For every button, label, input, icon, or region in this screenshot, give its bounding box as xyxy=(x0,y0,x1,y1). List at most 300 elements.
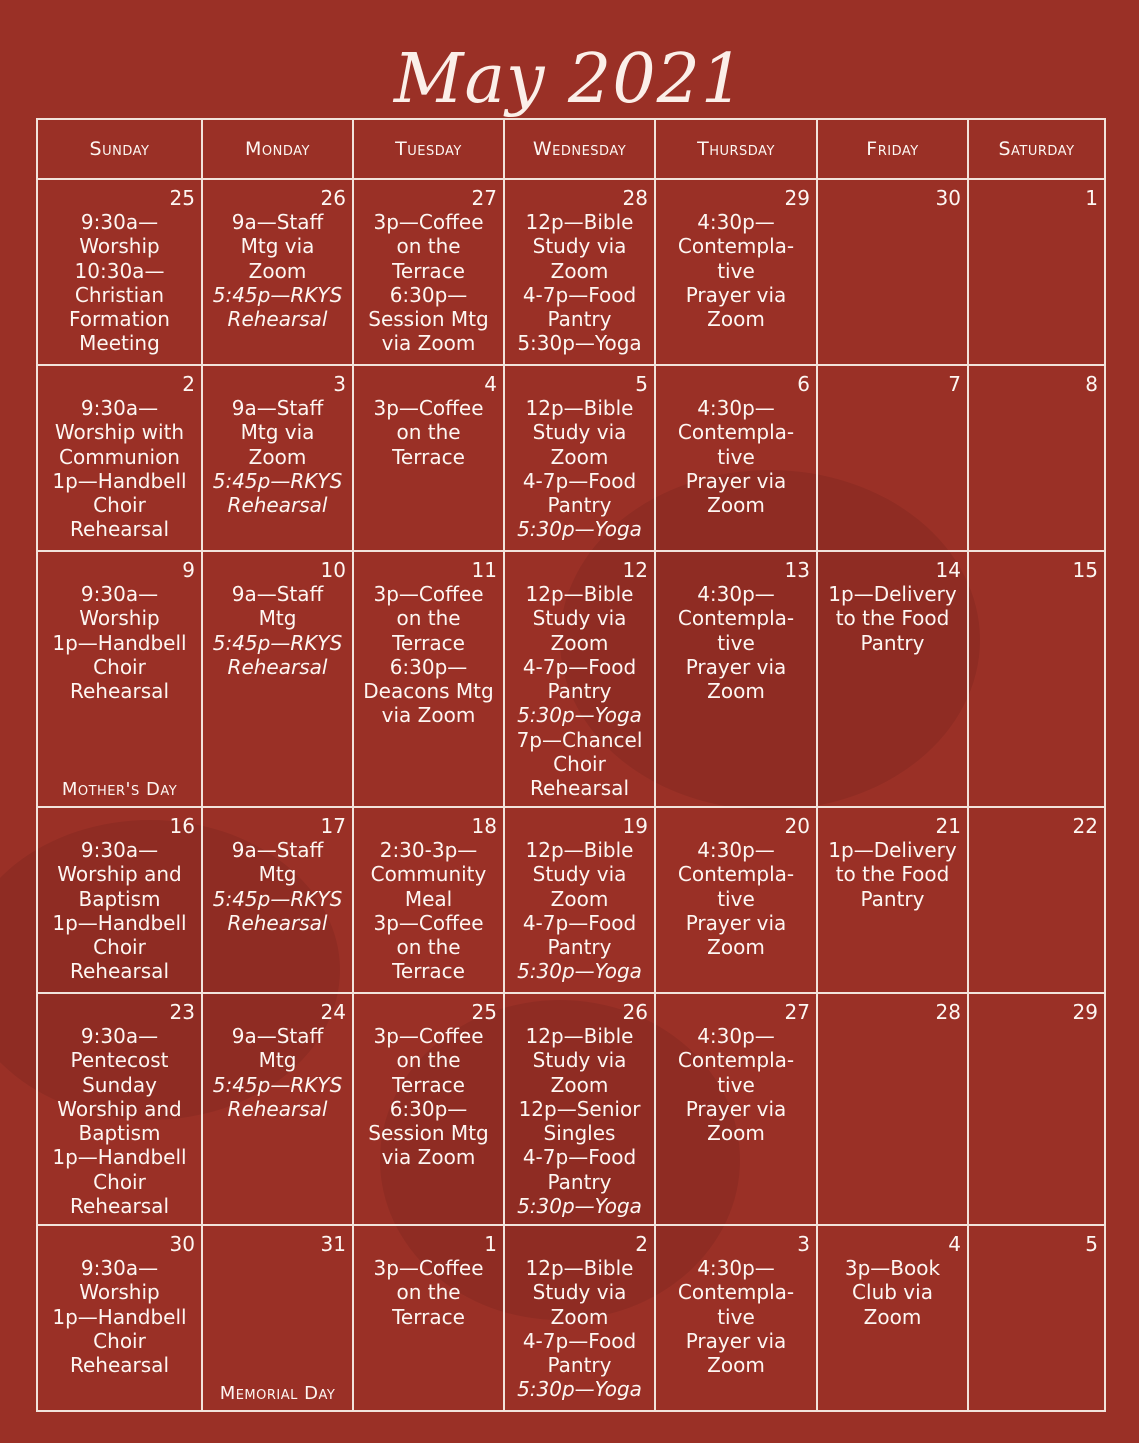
day-number: 13 xyxy=(784,558,810,582)
calendar-day-cell xyxy=(655,1225,817,1411)
event-line: Study via xyxy=(532,1048,627,1073)
weekday-header-row xyxy=(37,119,1105,179)
holiday-label: Mother's Day xyxy=(61,779,178,800)
event-line: 1p—Handbell xyxy=(52,630,187,655)
event-line: 5:30p—Yoga xyxy=(517,331,642,356)
event-line: Zoom xyxy=(707,935,765,960)
calendar-day-cell xyxy=(968,1225,1105,1411)
event-line: Rehearsal xyxy=(227,1096,328,1121)
event-line: Prayer via xyxy=(685,1328,787,1353)
day-number: 27 xyxy=(784,1000,810,1024)
weekday-header-friday: Friday xyxy=(817,119,968,179)
event-line: 12p—Bible xyxy=(525,838,634,862)
event-line: 5:45p—RKYS xyxy=(212,468,343,493)
event-line: 4:30p— xyxy=(697,210,775,234)
event-line: Pantry xyxy=(547,493,612,518)
day-number: 6 xyxy=(797,372,810,396)
event-line: 4-7p—Food xyxy=(522,1145,637,1170)
day-events xyxy=(656,210,816,331)
event-line: Choir xyxy=(93,654,146,679)
event-line: 12p—Bible xyxy=(525,582,634,606)
event-line: via Zoom xyxy=(381,703,476,728)
event-line: Rehearsal xyxy=(227,654,328,679)
event-line: 10:30a— xyxy=(74,258,165,283)
day-events xyxy=(354,1256,503,1329)
day-number: 26 xyxy=(622,1000,648,1024)
day-events xyxy=(354,1024,503,1170)
day-events xyxy=(656,582,816,703)
day-number: 18 xyxy=(471,814,497,838)
calendar-day-cell xyxy=(37,365,202,551)
calendar-day-cell xyxy=(37,807,202,993)
event-line: Singles xyxy=(543,1121,616,1146)
calendar-day-cell xyxy=(504,993,655,1225)
day-events xyxy=(656,838,816,959)
day-number: 3 xyxy=(333,372,346,396)
event-line: 12p—Bible xyxy=(525,396,634,420)
event-line: 4:30p— xyxy=(697,838,775,862)
day-number: 27 xyxy=(471,186,497,210)
event-line: Study via xyxy=(532,234,627,259)
event-line: Baptism xyxy=(78,1121,161,1146)
event-line: Pantry xyxy=(547,1353,612,1378)
day-number: 29 xyxy=(784,186,810,210)
day-number: 9 xyxy=(182,558,195,582)
calendar-day-cell xyxy=(37,551,202,807)
event-line: Pantry xyxy=(547,935,612,960)
calendar-day-cell xyxy=(968,807,1105,993)
event-line: Study via xyxy=(532,862,627,887)
day-events xyxy=(354,582,503,728)
event-line: Club via xyxy=(852,1280,933,1305)
event-line: Prayer via xyxy=(685,910,787,935)
event-line: Zoom xyxy=(550,1304,609,1329)
day-events xyxy=(818,838,967,911)
calendar-day-cell xyxy=(655,993,817,1225)
day-number: 16 xyxy=(169,814,195,838)
day-events xyxy=(38,838,201,984)
event-line: on the xyxy=(396,234,461,259)
day-events xyxy=(656,1024,816,1145)
day-number: 17 xyxy=(320,814,346,838)
event-line: Rehearsal xyxy=(70,1194,169,1219)
event-line: Pantry xyxy=(860,630,925,655)
weekday-header-monday: Monday xyxy=(202,119,353,179)
event-line: via Zoom xyxy=(381,331,476,356)
day-number: 3 xyxy=(797,1232,810,1256)
event-line: Zoom xyxy=(550,1072,609,1097)
event-line: 1p—Handbell xyxy=(52,468,187,493)
day-number: 15 xyxy=(1072,558,1098,582)
calendar-day-cell xyxy=(353,179,504,365)
event-line: Prayer via xyxy=(685,468,787,493)
day-events xyxy=(656,396,816,517)
event-line: 5:45p—RKYS xyxy=(212,282,343,307)
event-line: Choir xyxy=(93,1328,146,1353)
event-line: Contempla- xyxy=(677,862,795,887)
calendar-day-cell xyxy=(968,179,1105,365)
calendar-day-cell xyxy=(353,807,504,993)
calendar-day-cell xyxy=(817,551,968,807)
event-line: 9:30a— xyxy=(80,210,159,234)
event-line: 6:30p— xyxy=(389,1096,468,1121)
calendar-day-cell xyxy=(817,1225,968,1411)
calendar-week-row xyxy=(37,365,1105,551)
calendar-day-cell xyxy=(968,551,1105,807)
day-events xyxy=(505,396,654,542)
calendar-day-cell xyxy=(655,551,817,807)
event-line: Mtg xyxy=(258,1048,297,1073)
event-line: Community xyxy=(370,862,487,887)
calendar-week-row xyxy=(37,807,1105,993)
event-line: Zoom xyxy=(550,630,609,655)
day-number: 4 xyxy=(484,372,497,396)
event-line: Zoom xyxy=(707,1353,765,1378)
event-line: 9:30a— xyxy=(80,582,159,606)
event-line: Deacons Mtg xyxy=(363,679,494,704)
calendar-day-cell xyxy=(968,993,1105,1225)
day-events xyxy=(38,210,201,356)
calendar-day-cell xyxy=(353,1225,504,1411)
event-line: Rehearsal xyxy=(70,517,169,542)
event-line: 1p—Delivery xyxy=(828,838,957,862)
event-line: on the xyxy=(396,935,461,960)
day-events xyxy=(203,396,352,517)
event-line: Prayer via xyxy=(685,654,787,679)
event-line: Worship xyxy=(79,606,160,631)
event-line: Terrace xyxy=(392,1072,465,1097)
calendar-day-cell xyxy=(504,807,655,993)
event-line: 6:30p— xyxy=(389,282,468,307)
event-line: Study via xyxy=(532,1280,627,1305)
calendar-day-cell xyxy=(504,551,655,807)
event-line: 9a—Staff xyxy=(231,838,324,862)
event-line: Session Mtg xyxy=(368,1121,489,1146)
event-line: 9:30a— xyxy=(80,396,159,420)
calendar-day-cell xyxy=(504,365,655,551)
event-line: Worship xyxy=(79,234,160,259)
calendar-day-cell xyxy=(202,807,353,993)
day-number: 7 xyxy=(948,372,961,396)
event-line: Meal xyxy=(404,886,453,911)
event-line: Terrace xyxy=(392,1304,465,1329)
event-line: Zoom xyxy=(863,1304,922,1329)
event-line: Formation xyxy=(69,307,170,332)
calendar-grid xyxy=(36,118,1106,1412)
event-line: Sunday xyxy=(82,1072,157,1097)
event-line: on the xyxy=(396,606,461,631)
day-events xyxy=(354,210,503,356)
day-number: 28 xyxy=(935,1000,961,1024)
event-line: on the xyxy=(396,420,461,445)
event-line: 7p—Chancel xyxy=(516,727,643,752)
calendar-day-cell xyxy=(202,179,353,365)
event-line: Pentecost xyxy=(70,1048,169,1073)
event-line: on the xyxy=(396,1280,461,1305)
event-line: Worship and xyxy=(57,1096,182,1121)
event-line: Worship and xyxy=(57,862,182,887)
day-number: 5 xyxy=(635,372,648,396)
calendar-day-cell xyxy=(655,807,817,993)
event-line: Rehearsal xyxy=(227,910,328,935)
day-number: 21 xyxy=(935,814,961,838)
day-events xyxy=(38,582,201,703)
day-number: 24 xyxy=(320,1000,346,1024)
event-line: Pantry xyxy=(547,1169,612,1194)
calendar-day-cell xyxy=(817,807,968,993)
day-number: 12 xyxy=(622,558,648,582)
event-line: 3p—Coffee xyxy=(373,582,484,606)
event-line: Zoom xyxy=(550,444,609,469)
event-line: Zoom xyxy=(248,258,307,283)
event-line: tive xyxy=(717,630,755,655)
day-number: 26 xyxy=(320,186,346,210)
day-events xyxy=(354,838,503,984)
event-line: 9a—Staff xyxy=(231,396,324,420)
calendar-title: May 2021 xyxy=(393,40,746,119)
event-line: Prayer via xyxy=(685,1096,787,1121)
calendar-day-cell xyxy=(37,179,202,365)
day-events xyxy=(203,582,352,679)
event-line: Terrace xyxy=(392,258,465,283)
calendar-day-cell xyxy=(817,993,968,1225)
day-events xyxy=(505,582,654,801)
event-line: Terrace xyxy=(392,444,465,469)
day-number: 5 xyxy=(1085,1232,1098,1256)
event-line: to the Food xyxy=(835,862,950,887)
event-line: Rehearsal xyxy=(70,1353,169,1378)
event-line: tive xyxy=(717,1304,755,1329)
day-events xyxy=(38,396,201,542)
event-line: 9:30a— xyxy=(80,838,159,862)
event-line: Worship xyxy=(79,1280,160,1305)
weekday-header-saturday: Saturday xyxy=(968,119,1105,179)
day-number: 19 xyxy=(622,814,648,838)
day-number: 4 xyxy=(948,1232,961,1256)
event-line: to the Food xyxy=(835,606,950,631)
event-line: 4:30p— xyxy=(697,582,775,606)
calendar-day-cell xyxy=(968,365,1105,551)
calendar-day-cell xyxy=(353,365,504,551)
event-line: Rehearsal xyxy=(70,679,169,704)
day-number: 2 xyxy=(182,372,195,396)
calendar-day-cell xyxy=(202,365,353,551)
day-events xyxy=(656,1256,816,1377)
event-line: 9a—Staff xyxy=(231,1024,324,1048)
weekday-header-sunday: Sunday xyxy=(37,119,202,179)
calendar-day-cell xyxy=(655,179,817,365)
event-line: tive xyxy=(717,886,755,911)
event-line: Contempla- xyxy=(677,420,795,445)
event-line: 4-7p—Food xyxy=(522,654,637,679)
day-number: 8 xyxy=(1085,372,1098,396)
event-line: 5:45p—RKYS xyxy=(212,1072,343,1097)
event-line: tive xyxy=(717,258,755,283)
event-line: 5:30p—Yoga xyxy=(517,959,642,984)
weekday-header-thursday: Thursday xyxy=(655,119,817,179)
event-line: 12p—Bible xyxy=(525,210,634,234)
event-line: 4-7p—Food xyxy=(522,910,637,935)
event-line: tive xyxy=(717,444,755,469)
event-line: 1p—Delivery xyxy=(828,582,957,606)
calendar-body xyxy=(37,179,1105,1411)
event-line: Study via xyxy=(532,606,627,631)
calendar-day-cell xyxy=(37,993,202,1225)
event-line: 5:30p—Yoga xyxy=(517,1377,642,1402)
event-line: Zoom xyxy=(707,1121,765,1146)
event-line: 9a—Staff xyxy=(231,210,324,234)
event-line: 1p—Handbell xyxy=(52,910,187,935)
event-line: Zoom xyxy=(707,307,765,332)
weekday-header-wednesday: Wednesday xyxy=(504,119,655,179)
event-line: Meeting xyxy=(79,331,160,356)
calendar-day-cell xyxy=(817,365,968,551)
day-number: 28 xyxy=(622,186,648,210)
event-line: Contempla- xyxy=(677,1048,795,1073)
event-line: 4:30p— xyxy=(697,1024,775,1048)
event-line: Choir xyxy=(93,493,146,518)
event-line: Choir xyxy=(553,752,606,777)
calendar-day-cell xyxy=(817,179,968,365)
day-number: 1 xyxy=(484,1232,497,1256)
calendar-week-row xyxy=(37,179,1105,365)
event-line: 3p—Coffee xyxy=(373,396,484,420)
event-line: Rehearsal xyxy=(70,959,169,984)
calendar-day-cell xyxy=(655,365,817,551)
event-line: Terrace xyxy=(392,630,465,655)
day-number: 30 xyxy=(169,1232,195,1256)
event-line: Rehearsal xyxy=(227,493,328,518)
event-line: 4:30p— xyxy=(697,396,775,420)
day-number: 20 xyxy=(784,814,810,838)
event-line: Contempla- xyxy=(677,606,795,631)
event-line: 4:30p— xyxy=(697,1256,775,1280)
holiday-label: Memorial Day xyxy=(219,1383,336,1404)
day-events xyxy=(818,582,967,655)
event-line: Choir xyxy=(93,935,146,960)
day-events xyxy=(203,210,352,331)
day-events xyxy=(505,1024,654,1218)
calendar-day-cell xyxy=(37,1225,202,1411)
day-number: 25 xyxy=(471,1000,497,1024)
day-events xyxy=(505,1256,654,1402)
event-line: 9:30a— xyxy=(80,1024,159,1048)
event-line: 6:30p— xyxy=(389,654,468,679)
event-line: Pantry xyxy=(860,886,925,911)
calendar-day-cell xyxy=(504,179,655,365)
event-line: 4-7p—Food xyxy=(522,282,637,307)
day-number: 25 xyxy=(169,186,195,210)
event-line: Rehearsal xyxy=(530,776,629,801)
day-events xyxy=(38,1256,201,1377)
event-line: Zoom xyxy=(248,444,307,469)
event-line: 4-7p—Food xyxy=(522,468,637,493)
event-line: Terrace xyxy=(392,959,465,984)
event-line: on the xyxy=(396,1048,461,1073)
event-line: 3p—Coffee xyxy=(373,210,484,234)
day-number: 2 xyxy=(635,1232,648,1256)
day-events xyxy=(354,396,503,469)
event-line: Session Mtg xyxy=(368,307,489,332)
event-line: 1p—Handbell xyxy=(52,1145,187,1170)
event-line: Mtg xyxy=(258,862,297,887)
event-line: 9:30a— xyxy=(80,1256,159,1280)
event-line: Christian xyxy=(74,282,165,307)
event-line: 5:30p—Yoga xyxy=(517,517,642,542)
day-number: 10 xyxy=(320,558,346,582)
event-line: 4-7p—Food xyxy=(522,1328,637,1353)
day-events xyxy=(203,838,352,935)
day-number: 23 xyxy=(169,1000,195,1024)
weekday-header-tuesday: Tuesday xyxy=(353,119,504,179)
event-line: Contempla- xyxy=(677,234,795,259)
calendar-week-row xyxy=(37,1225,1105,1411)
event-line: Zoom xyxy=(550,886,609,911)
calendar-day-cell xyxy=(353,993,504,1225)
event-line: 12p—Bible xyxy=(525,1256,634,1280)
event-line: Contempla- xyxy=(677,1280,795,1305)
event-line: Rehearsal xyxy=(227,307,328,332)
event-line: 3p—Coffee xyxy=(373,1024,484,1048)
day-number: 1 xyxy=(1085,186,1098,210)
event-line: 3p—Coffee xyxy=(373,910,484,935)
event-line: Zoom xyxy=(707,679,765,704)
event-line: 12p—Bible xyxy=(525,1024,634,1048)
event-line: Prayer via xyxy=(685,282,787,307)
event-line: 2:30-3p— xyxy=(379,838,478,862)
event-line: 12p—Senior xyxy=(518,1096,641,1121)
calendar-day-cell xyxy=(504,1225,655,1411)
event-line: Choir xyxy=(93,1169,146,1194)
event-line: Mtg via xyxy=(240,420,315,445)
event-line: Mtg xyxy=(258,606,297,631)
day-events xyxy=(505,210,654,356)
day-events xyxy=(38,1024,201,1218)
day-events xyxy=(505,838,654,984)
calendar-day-cell xyxy=(202,1225,353,1411)
event-line: 5:45p—RKYS xyxy=(212,630,343,655)
day-events xyxy=(818,1256,967,1329)
event-line: 5:30p—Yoga xyxy=(517,703,642,728)
day-number: 31 xyxy=(320,1232,346,1256)
event-line: Worship with xyxy=(54,420,185,445)
calendar-day-cell xyxy=(353,551,504,807)
event-line: Communion xyxy=(59,444,180,469)
calendar-week-row xyxy=(37,551,1105,807)
event-line: tive xyxy=(717,1072,755,1097)
event-line: Pantry xyxy=(547,307,612,332)
day-number: 30 xyxy=(935,186,961,210)
calendar-day-cell xyxy=(202,993,353,1225)
day-number: 14 xyxy=(935,558,961,582)
event-line: 3p—Book xyxy=(844,1256,941,1280)
day-number: 22 xyxy=(1072,814,1098,838)
calendar-day-cell xyxy=(202,551,353,807)
event-line: Study via xyxy=(532,420,627,445)
calendar-week-row xyxy=(37,993,1105,1225)
event-line: Pantry xyxy=(547,679,612,704)
event-line: Baptism xyxy=(78,886,161,911)
event-line: via Zoom xyxy=(381,1145,476,1170)
day-events xyxy=(203,1024,352,1121)
day-number: 29 xyxy=(1072,1000,1098,1024)
event-line: 3p—Coffee xyxy=(373,1256,484,1280)
event-line: Zoom xyxy=(550,258,609,283)
event-line: Zoom xyxy=(707,493,765,518)
event-line: 5:45p—RKYS xyxy=(212,886,343,911)
event-line: 5:30p—Yoga xyxy=(517,1194,642,1219)
event-line: Mtg via xyxy=(240,234,315,259)
